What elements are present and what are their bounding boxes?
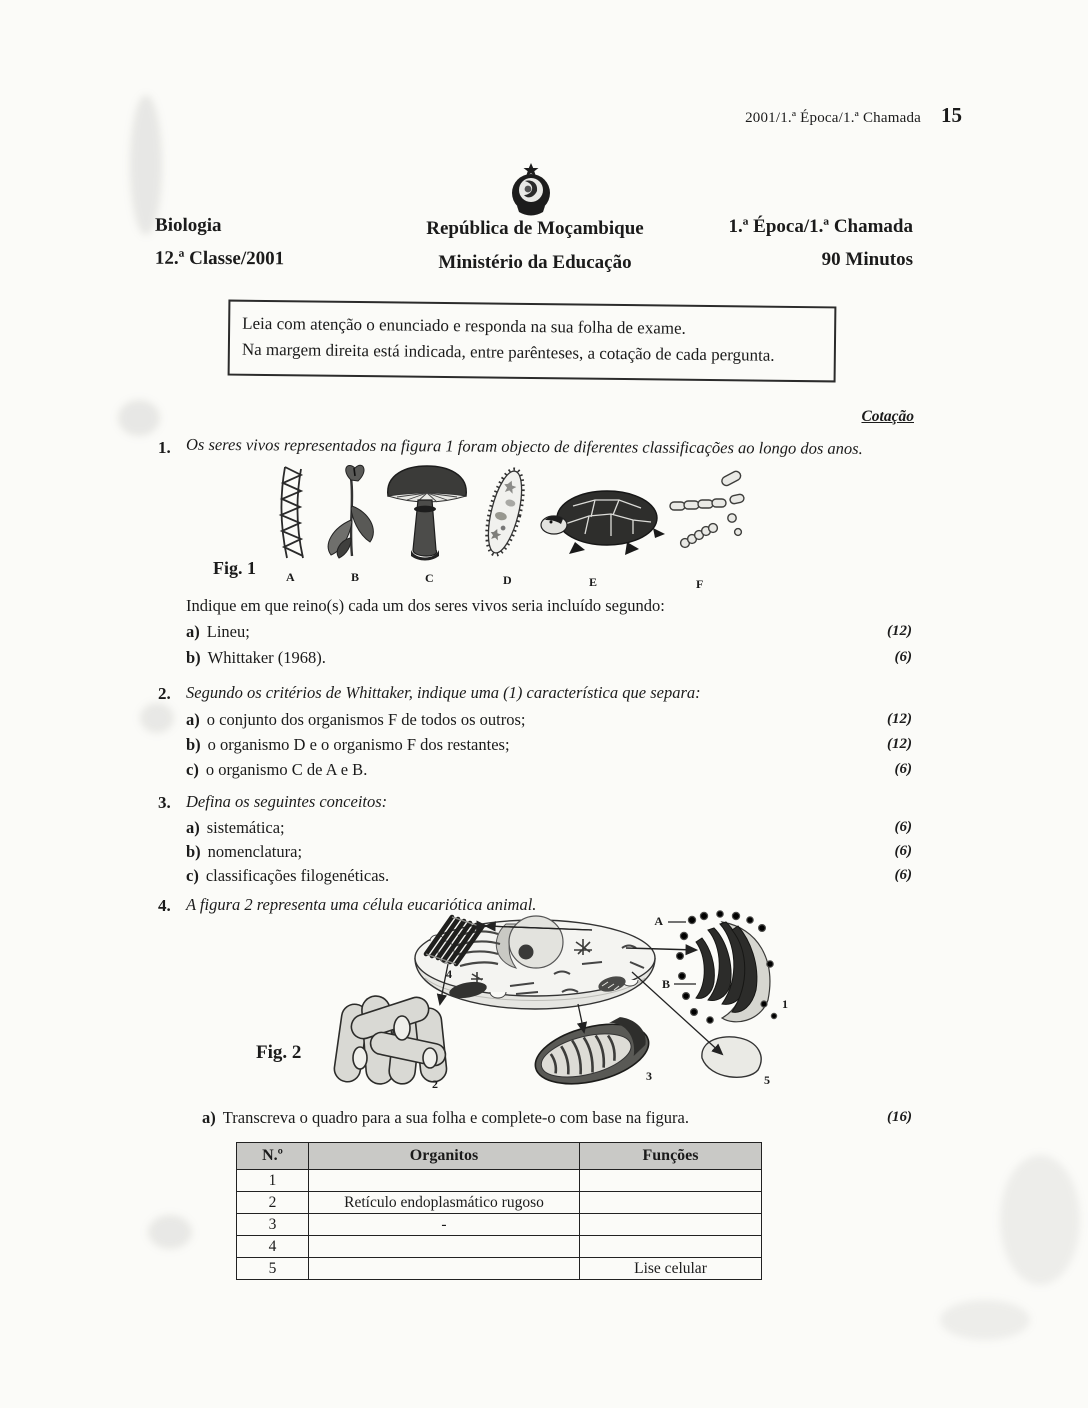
- question-item: [186, 760, 826, 780]
- scan-smudge: [140, 703, 174, 733]
- item-letter: b): [186, 735, 201, 754]
- organism-label-c: C: [425, 571, 434, 585]
- cell-organito: [309, 1236, 580, 1258]
- question-stem: Segundo os critérios de Whittaker, indique uma (1) característica que separa:: [186, 683, 701, 702]
- page-number: 15: [941, 103, 962, 127]
- cell-organito: [309, 1170, 580, 1192]
- organism-label-f: F: [696, 577, 704, 591]
- callout-label-a: A: [654, 914, 663, 928]
- instruction-line: Na margem direita está indicada, entre parênteses, a cotação de cada pergunta.: [241, 340, 775, 366]
- question-item: [186, 710, 826, 730]
- class-year: 12.ª Classe/2001: [154, 247, 285, 270]
- item-letter: c): [186, 760, 199, 779]
- cell-funcao: [580, 1170, 762, 1192]
- callout-arrow-3: [578, 1004, 584, 1032]
- mushroom-icon: [388, 466, 467, 561]
- scan-smudge: [148, 1215, 192, 1249]
- country-name: República de Moçambique: [426, 218, 644, 239]
- col-header-number: N.º: [237, 1143, 309, 1170]
- item-text: o conjunto dos organismos F de todos os outros;: [206, 710, 526, 729]
- table-row: [237, 1214, 762, 1236]
- item-marks: (12): [887, 736, 912, 752]
- table-row: [237, 1236, 762, 1258]
- item-text: sistemática;: [206, 818, 285, 837]
- item-text: Whittaker (1968).: [207, 648, 326, 667]
- figure-2-cell-illustration: [330, 908, 800, 1090]
- flowering-plant-icon: [328, 465, 373, 558]
- item-letter: c): [186, 866, 199, 885]
- golgi-apparatus-icon: [677, 911, 777, 1023]
- mitochondrion-icon: [529, 1012, 655, 1090]
- item-letter: b): [186, 648, 201, 667]
- item-letter: b): [186, 842, 201, 861]
- callout-label-b: B: [661, 977, 670, 991]
- cell-number: 3: [237, 1214, 309, 1236]
- item-marks: (6): [894, 867, 912, 883]
- question-lead-in: Indique em que reino(s) cada um dos seres vivos seria incluído segundo:: [186, 596, 665, 615]
- question-item: [186, 622, 826, 642]
- question-number: 4.: [158, 896, 171, 915]
- question-stem: Defina os seguintes conceitos:: [186, 792, 388, 811]
- cell-funcao: [580, 1192, 762, 1214]
- item-text: Lineu;: [206, 622, 250, 641]
- callout-label-2: 2: [432, 1077, 438, 1090]
- item-marks: (6): [894, 843, 912, 859]
- callout-label-3: 3: [646, 1069, 652, 1083]
- running-header: [690, 103, 962, 128]
- exam-season: 1.ª Época/1.ª Chamada: [728, 216, 913, 237]
- question-item: [186, 842, 826, 862]
- question-number: 2.: [158, 684, 171, 703]
- item-text: nomenclatura;: [207, 842, 303, 861]
- question-item: [186, 648, 826, 668]
- organism-label-e: E: [589, 575, 598, 589]
- turtle-icon: [541, 491, 665, 555]
- item-marks: (16): [887, 1109, 912, 1125]
- item-text: o organismo D e o organismo F dos restantes;: [207, 735, 510, 754]
- col-header-organitos: Organitos: [309, 1143, 580, 1170]
- table-row: [237, 1258, 762, 1280]
- figure-2-label: Fig. 2: [256, 1042, 302, 1063]
- table-row: [237, 1170, 762, 1192]
- item-marks: (12): [887, 623, 912, 639]
- item-letter: a): [186, 818, 200, 837]
- question-item: [202, 1108, 842, 1128]
- item-marks: (12): [887, 711, 912, 727]
- bacteria-icon: [670, 470, 745, 548]
- scan-smudge: [118, 400, 160, 436]
- edition-header: 2001/1.ª Época/1.ª Chamada: [745, 110, 921, 126]
- item-text: Transcreva o quadro para a sua folha e complete-o com base na figura.: [222, 1108, 689, 1127]
- question-item: [186, 866, 826, 886]
- cell-number: 1: [237, 1170, 309, 1192]
- paramecium-icon: [480, 466, 530, 559]
- item-marks: (6): [894, 649, 912, 665]
- exam-duration: 90 Minutos: [821, 249, 913, 270]
- organism-label-d: D: [503, 573, 512, 587]
- question-number: 1.: [158, 438, 171, 457]
- scan-smudge: [940, 1300, 1030, 1340]
- cell-organito: -: [309, 1214, 580, 1236]
- organism-label-a: A: [286, 570, 295, 584]
- cell-number: 2: [237, 1192, 309, 1214]
- question-stem: Os seres vivos representados na figura 1 foram objecto de diferentes classificações ao longo dos anos.: [185, 434, 863, 458]
- item-marks: (6): [894, 761, 912, 777]
- cell-funcao: [580, 1236, 762, 1258]
- item-text: o organismo C de A e B.: [205, 760, 368, 779]
- cell-funcao: [580, 1214, 762, 1236]
- cell-number: 4: [237, 1236, 309, 1258]
- subject-title: Biologia: [155, 214, 222, 237]
- item-text: classificações filogenéticas.: [205, 866, 390, 885]
- instruction-line: Leia com atenção o enunciado e responda na sua folha de exame.: [242, 313, 686, 338]
- scan-smudge: [1000, 1155, 1080, 1285]
- table-header-row: [237, 1143, 762, 1170]
- organism-label-b: B: [351, 570, 360, 584]
- figure-1-organisms-illustration: [255, 462, 745, 564]
- item-marks: (6): [894, 819, 912, 835]
- cotacao-heading: Cotação: [861, 408, 914, 425]
- item-letter: a): [202, 1108, 216, 1127]
- masthead-left: [155, 209, 284, 276]
- cell-organito: [309, 1258, 580, 1280]
- question-number: 3.: [158, 793, 171, 812]
- callout-label-4: 4: [446, 967, 452, 981]
- cell-funcao: Lise celular: [580, 1258, 762, 1280]
- masthead-center: [375, 212, 695, 280]
- cell-organito: Retículo endoplasmático rugoso: [309, 1192, 580, 1214]
- question-item: [186, 735, 826, 755]
- item-letter: a): [186, 710, 200, 729]
- ministry-name: Ministério da Educação: [438, 252, 632, 273]
- question-item: [186, 818, 826, 838]
- instructions-box: [228, 300, 837, 383]
- masthead-right: [698, 210, 913, 276]
- table-row: [237, 1192, 762, 1214]
- cell-number: 5: [237, 1258, 309, 1280]
- item-letter: a): [186, 622, 200, 641]
- endoplasmic-reticulum-icon: [333, 994, 448, 1085]
- filamentous-alga-icon: [281, 467, 303, 558]
- question-stem: A figura 2 representa uma célula eucariótica animal.: [186, 895, 537, 914]
- figure-1-label: Fig. 1: [213, 558, 256, 578]
- organelles-table: [236, 1142, 762, 1280]
- callout-label-1: 1: [782, 997, 788, 1011]
- callout-label-5: 5: [764, 1073, 770, 1087]
- col-header-funcoes: Funções: [580, 1143, 762, 1170]
